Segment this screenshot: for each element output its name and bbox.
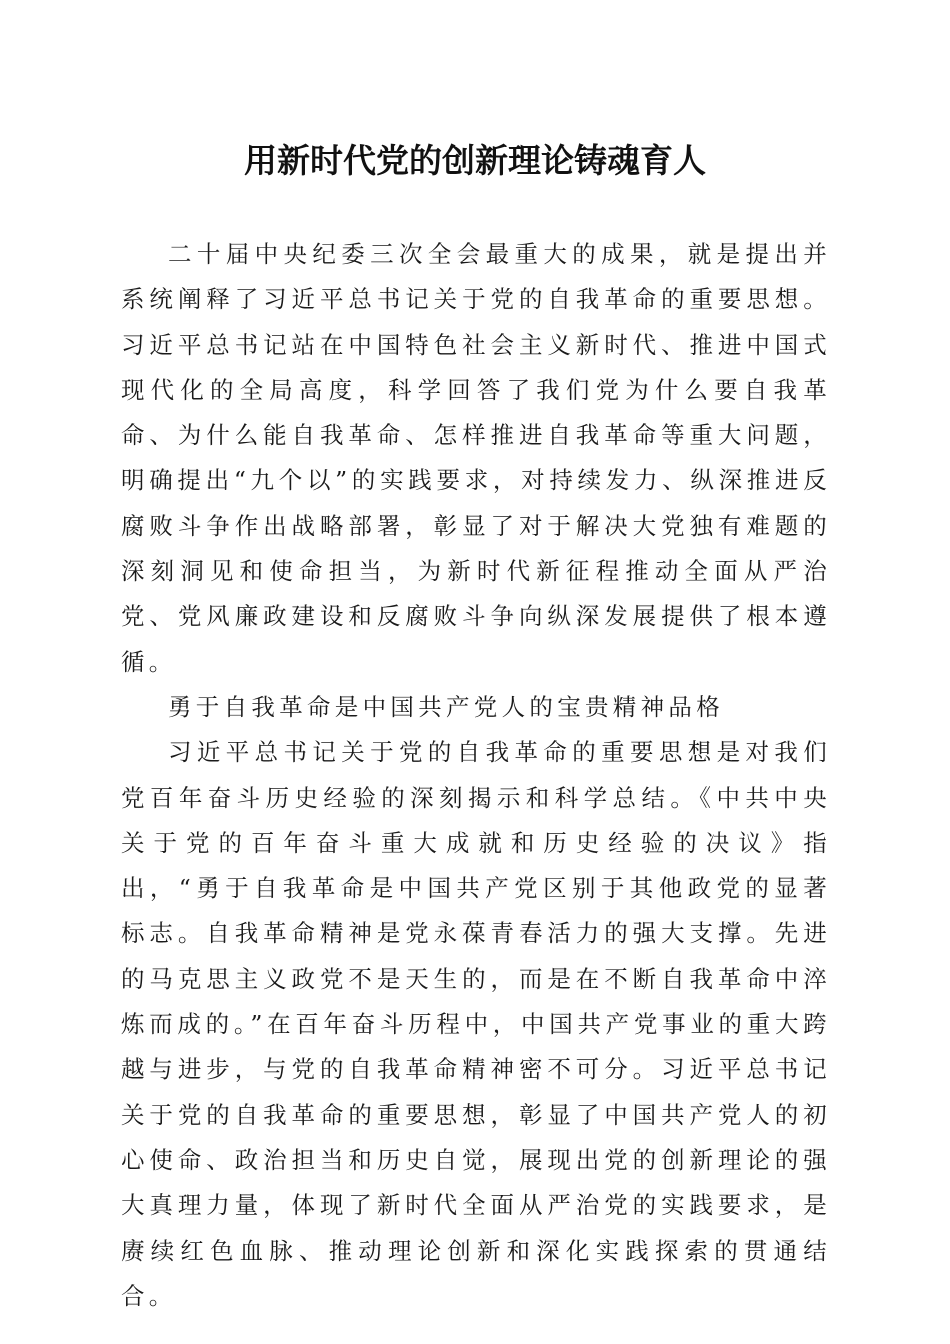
paragraph-body: 习近平总书记关于党的自我革命的重要思想是对我们党百年奋斗历史经验的深刻揭示和科学总结。《中共中央关于党的百年奋斗重大成就和历史经验的决议》指出，“勇于自我革命是中国共产党区别于其他政党的显著标志。自我革命精神是党永葆青春活力的强大支撑。先进的马克思主义政党不是天生的，而是在不断自我革命中淬炼而成的。”在百年奋斗历程中，中国共产党事业的重大跨越与进步，与党的自我革命精神密不可分。习近平总书记关于党的自我革命的重要思想，彰显了中国共产党人的初心使命、政治担当和历史自觉，展现出党的创新理论的强大真理力量，体现了新时代全面从严治党的实践要求，是赓续红色血脉、推动理论创新和深化实践探索的贯通结合。 [121,738,831,1310]
document-body [121,232,831,1319]
paragraph-intro: 二十届中央纪委三次全会最重大的成果，就是提出并系统阐释了习近平总书记关于党的自我革命的重要思想。习近平总书记站在中国特色社会主义新时代、推进中国式现代化的全局高度，科学回答了我们党为什么要自我革命、为什么能自我革命、怎样推进自我革命等重大问题，明确提出“九个以”的实践要求，对持续发力、纵深推进反腐败斗争作出战略部署，彰显了对于解决大党独有难题的深刻洞见和使命担当，为新时代新征程推动全面从严治党、党风廉政建设和反腐败斗争向纵深发展提供了根本遵循。 [121,240,831,676]
document-title: 用新时代党的创新理论铸魂育人 [244,141,706,180]
section-heading: 勇于自我革命是中国共产党人的宝贵精神品格 [168,692,724,721]
